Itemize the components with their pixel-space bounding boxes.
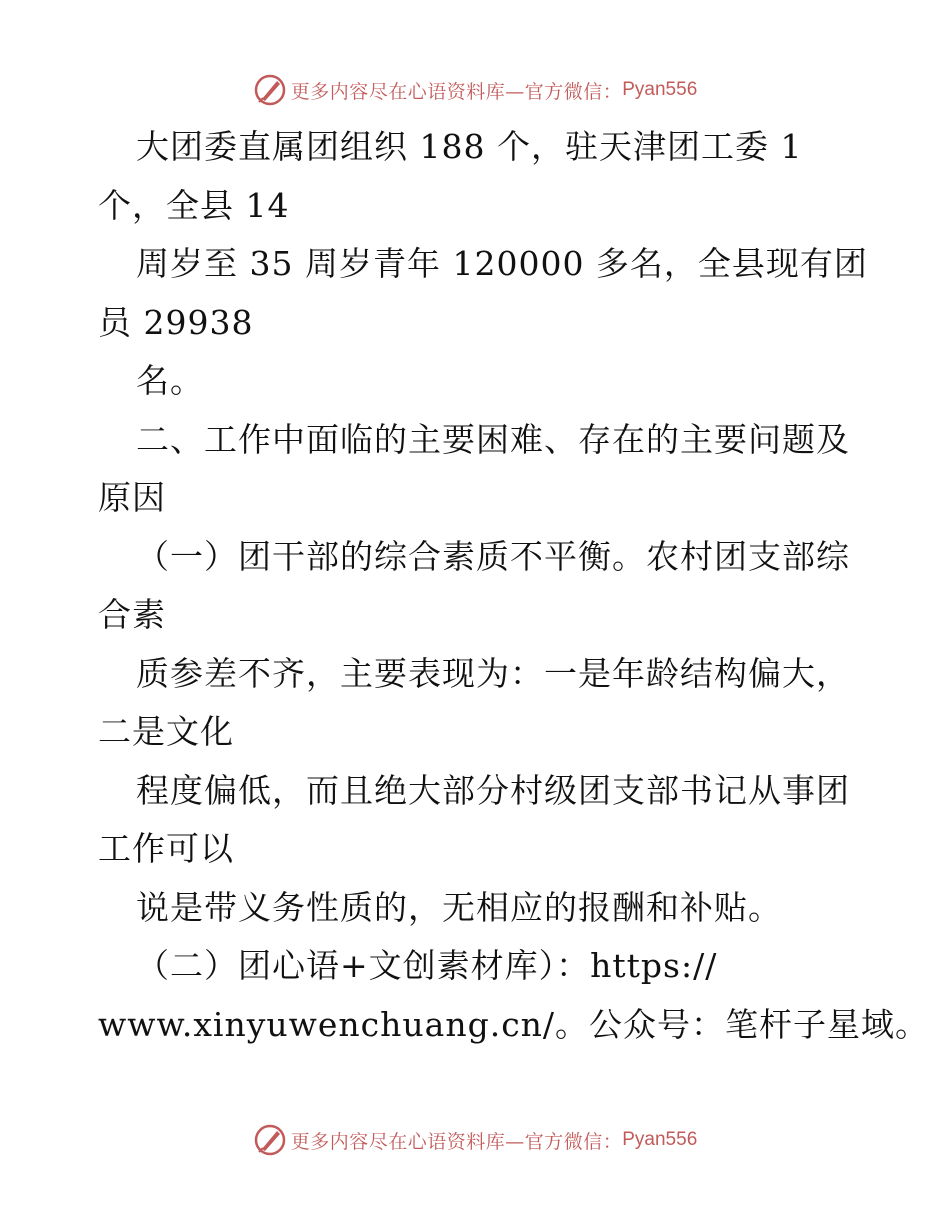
text-line: （二）团心语+文创素材库）：https://: [136, 946, 718, 985]
document-body: [98, 118, 930, 1054]
text-line: 合素: [98, 595, 166, 634]
section-heading-cont: 原因: [98, 478, 166, 517]
text-line: 个，全县 14: [98, 185, 290, 225]
text-line: 大团委直属团组织 188 个，驻天津团工委 1: [136, 127, 803, 166]
text-line: 二是文化: [98, 712, 234, 751]
text-line: 员 29938: [98, 302, 254, 342]
text-line: 质参差不齐，主要表现为：一是年龄结构偏大，: [136, 653, 850, 693]
quill-pen-icon: [253, 1123, 287, 1157]
quill-pen-icon: [253, 73, 287, 107]
watermark-contact: Pyan556: [622, 79, 698, 100]
text-line: 周岁至 35 周岁青年 120000 多名，全县现有团: [136, 244, 868, 283]
text-line: www.xinyuwenchuang.cn/。公众号：笔杆子星域。: [98, 1004, 930, 1044]
text-line: 工作可以: [98, 829, 234, 868]
footer-watermark: [0, 1120, 950, 1160]
text-line: 程度偏低，而且绝大部分村级团支部书记从事团: [136, 770, 850, 810]
text-line: 说是带义务性质的，无相应的报酬和补贴。: [136, 887, 782, 927]
text-line: （一）团干部的综合素质不平衡。农村团支部综: [136, 536, 850, 576]
watermark-text: 更多内容尽在心语资料库—官方微信：: [290, 1130, 623, 1153]
watermark-text: 更多内容尽在心语资料库—官方微信：: [290, 80, 623, 103]
text-line: 名。: [136, 361, 204, 400]
header-watermark: [0, 70, 950, 110]
section-heading: 二、工作中面临的主要困难、存在的主要问题及: [136, 419, 850, 459]
watermark-contact: Pyan556: [622, 1129, 698, 1150]
